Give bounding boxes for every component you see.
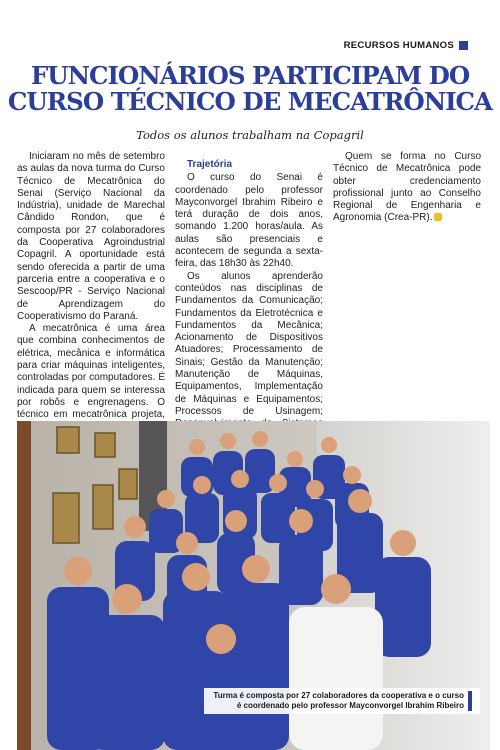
person-head	[287, 451, 303, 467]
article-paragraph: Iniciaram no mês de setembro as aulas da nova turma do Curso Técnico de Mecatrônica do Senai (Serviço Nacional da Indústria), unidade de Marechal Cândido Rondon, que é composta por 27 colaboradores da Cooperativa Agroindustrial Copagril. A oportunidade está sendo oferecida a partir de uma parceria entre a cooperativa e o Sescoop/PR - Serviço Nacional de Aprendizagem do Cooperativismo do Paraná.	[17, 151, 165, 322]
instructor-white-coat	[289, 607, 383, 750]
article-subhead: Trajetória	[187, 159, 233, 170]
subtitle: Todos os alunos trabalham na Copagril	[136, 128, 364, 142]
person-head	[321, 437, 337, 453]
person-head	[321, 574, 351, 604]
title-line-2: CURSO TÉCNICO DE MECATRÔNICA	[7, 87, 493, 116]
person-head	[112, 584, 142, 614]
person-head	[343, 466, 361, 484]
wall-frame	[53, 493, 79, 543]
section-tag-label: RECURSOS HUMANOS	[343, 40, 454, 51]
person-head	[157, 490, 175, 508]
person-head	[242, 555, 270, 583]
person-head	[176, 532, 198, 554]
person-head	[189, 439, 205, 455]
article-paragraph-text: A mecatrônica é uma área que combina conhecimentos de elétrica, mecânica e informática para criar máquinas inteligentes, controladas por computadores. É indicada para quem se interessa por robôs e engrenagens. O técnico em mecatrônica projeta,	[17, 323, 165, 421]
person-head	[124, 516, 146, 538]
person-head	[64, 557, 92, 585]
person-body	[89, 615, 165, 750]
section-square-icon	[459, 41, 468, 50]
end-mark-icon	[434, 213, 442, 221]
title-line-1: FUNCIONÁRIOS PARTICIPAM DO	[30, 61, 470, 90]
wall-frame	[57, 427, 79, 453]
group-photo	[17, 421, 490, 750]
person-head	[220, 433, 236, 449]
person-head	[231, 470, 249, 488]
person-head	[252, 431, 268, 447]
photo-caption	[204, 688, 480, 714]
wall-frame	[95, 433, 115, 457]
person-head	[289, 509, 313, 533]
person-head	[206, 624, 236, 654]
person-body	[375, 557, 431, 657]
section-tag	[344, 40, 468, 51]
person-head	[390, 530, 416, 556]
article-paragraph: Os alunos aprenderão conteúdos nas disciplinas de Fundamentos da Comunicação; Fundamentos da Eletrotécnica e Fundamentos da Mecânica; Acionamento de Dispositivos Atuadores; Processamento de Sinais; Gestão da Manutenção; Manutenção de Máquinas, Equipamentos, Implementação de Máquinas e Equipamentos; Processos de Usinagem;	[175, 270, 323, 417]
person-head	[225, 510, 247, 532]
person-head	[182, 563, 210, 591]
wooden-door	[17, 421, 31, 750]
article-paragraph: O curso do Senai é coordenado pelo professor Mayconvorgel Ibrahim Ribeiro e terá duração de dois anos, somando 1.200 horas/aula. As aulas são presenciais e acontecem de segunda a sexta-feira, das 18h30 às 22h40.	[175, 172, 323, 270]
caption-accent-bar	[468, 691, 472, 711]
person-head	[193, 476, 211, 494]
photo-caption-text: Turma é composta por 27 colaboradores da cooperativa e o curso é coordenado pelo professor Mayconvorgel Ibrahim Ribeiro	[213, 691, 464, 710]
wall-frame	[119, 469, 137, 499]
person-head	[348, 489, 372, 513]
person-head	[306, 480, 324, 498]
article-paragraph	[333, 151, 481, 225]
page-title	[0, 63, 500, 115]
wall-frame	[93, 485, 113, 529]
person-head	[269, 474, 287, 492]
article-paragraph-text: Quem se forma no Curso Técnico de Mecatrônica pode obter credenciamento profissional junto ao Conselho Regional de Engenharia e Agronomia (Crea-PR).	[333, 151, 481, 224]
